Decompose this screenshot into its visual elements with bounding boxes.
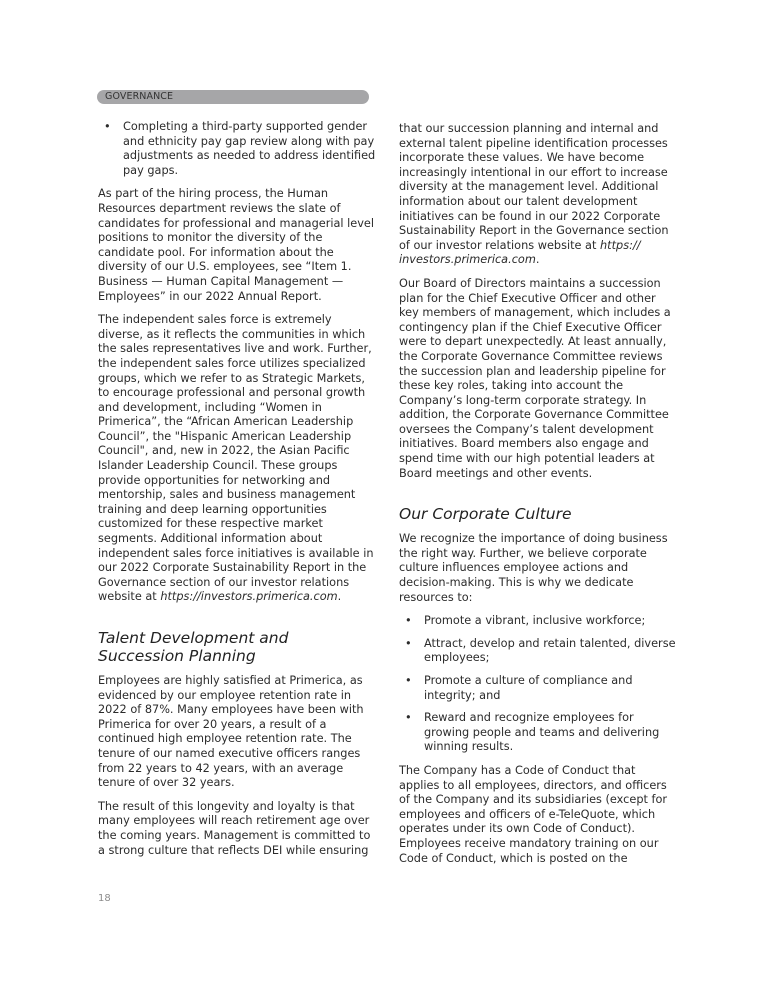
- sales-force-text: The independent sales force is extremely diverse, as it reflects the communities in which the sales representatives live and work. Further, the independent sales force utilizes specialized groups, which we refer to as Strategic Markets, to encourage professional and personal growth and development, including “Women in Primerica”, the “African American Leadership Council”, the "Hispanic American Leadership Council", and, new in 2022, the Asian Pacific Islander Leadership Council. These groups provide opportunities for networking and mentorship, sales and business management training and deep learning opportunities customized for these respective market segments. Additional information about independent sales force initiatives is available in our 2022 Corporate Sustainability Report in the Governance section of our investor relations website at: [98, 313, 374, 604]
- right-column: [399, 122, 677, 875]
- sales-force-paragraph: [98, 313, 376, 605]
- succession-paragraph: [399, 122, 677, 268]
- corporate-culture-heading: Our Corporate Culture: [399, 505, 572, 524]
- longevity-paragraph: The result of this longevity and loyalty is that many employees will reach retirement age over the coming years. Management is committed to a strong culture that reflects DEI while ensuring: [98, 799, 371, 857]
- bullet-item: • Promote a vibrant, inclusive workforce;: [399, 614, 677, 629]
- bullet-item: • Attract, develop and retain talented, diverse employees;: [399, 637, 677, 666]
- hiring-paragraph: As part of the hiring process, the Human Resources department reviews the slate of candidates for professional and managerial level positions to monitor the diversity of the candidate pool. For information about the diversity of our U.S. employees, see “Item 1. Business — Human Capital Management — Employees” in our 2022 Annual Report.: [98, 187, 374, 303]
- investor-relations-link[interactable]: https://investors.primerica.com: [160, 590, 338, 604]
- code-of-conduct-paragraph: The Company has a Code of Conduct that applies to all employees, directors, and officers of the Company and its subsidiaries (except for employees and officers of e-TeleQuote, which operates under its own Code of Conduct). Employees receive mandatory training on our Code of Conduct, which is posted on the: [399, 763, 668, 865]
- board-succession-paragraph: Our Board of Directors maintains a succession plan for the Chief Executive Officer and other key members of management, which includes a contingency plan if the Chief Executive Officer were to depart unexpectedly. At least annually, the Corporate Governance Committee reviews the succession plan and leadership pipeline for these key roles, taking into account the Company’s long-term corporate strategy. In addition, the Corporate Governance Committee oversees the Company’s talent development initiatives. Board members also engage and spend time with our high potential leaders at Board meetings and other events.: [399, 276, 671, 480]
- punctuation: .: [535, 253, 540, 267]
- investor-relations-link-2[interactable]: https:// investors.primerica.com: [399, 238, 641, 267]
- bullet-item: • Promote a culture of compliance and integrity; and: [399, 674, 677, 703]
- page-number: 18: [98, 893, 111, 904]
- section-label: GOVERNANCE: [105, 91, 174, 102]
- punctuation: .: [337, 590, 342, 604]
- retention-paragraph: Employees are highly satisfied at Primerica, as evidenced by our employee retention rate in 2022 of 87%. Many employees have been with Primerica for over 20 years, a result of a continued high employee retention rate. The tenure of our named executive officers ranges from 22 years to 42 years, with an average tenure of over 32 years.: [98, 674, 364, 790]
- bullet-item: • Completing a third-party supported gender and ethnicity pay gap review along with pay adjustments as needed to address identified pay gaps.: [98, 120, 376, 178]
- culture-bullet-list: [399, 614, 677, 755]
- pay-gap-bullet-list: [98, 120, 376, 178]
- culture-intro-paragraph: We recognize the importance of doing business the right way. Further, we believe corporate culture influences employee actions and decision-making. This is why we dedicate resources to:: [399, 532, 668, 604]
- left-column: [98, 120, 376, 867]
- section-header-bar: [97, 90, 369, 104]
- succession-text: that our succession planning and internal and external talent pipeline identification processes incorporate these values. We have become increasingly intentional in our effort to increase diversity at the management level. Additional information about our talent development initiatives can be found in our 2022 Corporate Sustainability Report in the Governance section of our investor relations website at: [399, 122, 669, 252]
- talent-development-heading: Talent Development and Succession Planning: [98, 629, 289, 665]
- bullet-item: • Reward and recognize employees for growing people and teams and delivering winning results.: [399, 711, 677, 755]
